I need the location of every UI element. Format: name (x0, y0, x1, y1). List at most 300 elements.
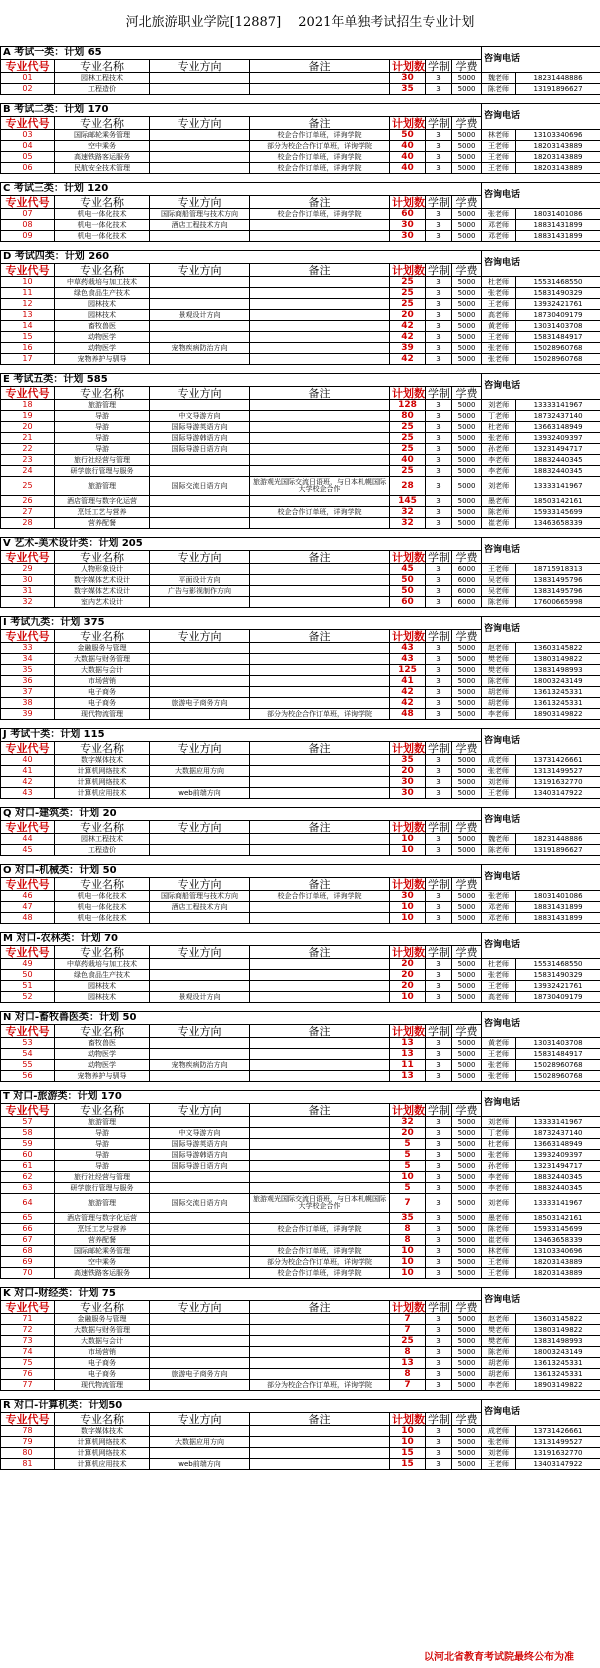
years: 3 (426, 1038, 452, 1049)
plan-count: 25 (390, 422, 426, 433)
years: 3 (426, 992, 452, 1003)
column-header-direction: 专业方向 (150, 630, 250, 643)
contact-name: 樊老师 (482, 654, 516, 665)
contact-phone: 15933145699 (516, 1224, 600, 1235)
contact-name: 丁老师 (482, 411, 516, 422)
major-direction: 广告与影视制作方向 (150, 586, 250, 597)
major-direction: 国际导游英语方向 (150, 1139, 250, 1150)
years: 3 (426, 1183, 452, 1194)
remark (250, 755, 390, 766)
contact-phone: 13403147922 (516, 788, 600, 799)
years: 3 (426, 310, 452, 321)
column-header-years: 学制 (426, 742, 452, 755)
contact-name: 邓老师 (482, 913, 516, 924)
major-code: 01 (1, 73, 55, 84)
table-row (1, 1071, 600, 1082)
years: 3 (426, 1235, 452, 1246)
tuition: 5000 (452, 970, 482, 981)
table-row (1, 902, 600, 913)
years: 3 (426, 1194, 452, 1213)
contact-phone: 18732437140 (516, 411, 600, 422)
years: 3 (426, 564, 452, 575)
major-direction: 平面设计方向 (150, 575, 250, 586)
remark: 部分为校企合作订单班，详询学院 (250, 1257, 390, 1268)
table-row (1, 676, 600, 687)
column-header-remark: 备注 (250, 1104, 390, 1117)
table-row (1, 477, 600, 496)
major-name: 园林工程技术 (55, 834, 150, 845)
section-table (0, 728, 600, 799)
column-header-name: 专业名称 (55, 264, 150, 277)
years: 3 (426, 709, 452, 720)
column-header-fee: 学费 (452, 551, 482, 564)
column-header-direction: 专业方向 (150, 264, 250, 277)
column-header-years: 学制 (426, 387, 452, 400)
plan-count: 32 (390, 507, 426, 518)
column-header-plan: 计划数 (390, 1025, 426, 1038)
major-name: 酒店管理与数字化运营 (55, 1213, 150, 1224)
plan-count: 20 (390, 970, 426, 981)
remark (250, 84, 390, 95)
years: 3 (426, 698, 452, 709)
major-name: 营养配餐 (55, 518, 150, 529)
years: 3 (426, 152, 452, 163)
plan-count: 40 (390, 152, 426, 163)
plan-count: 10 (390, 1257, 426, 1268)
contact-name: 王老师 (482, 1257, 516, 1268)
years: 3 (426, 687, 452, 698)
remark (250, 277, 390, 288)
contact-phone: 13333141967 (516, 1117, 600, 1128)
years: 3 (426, 755, 452, 766)
major-name: 机电一体化技术 (55, 891, 150, 902)
column-header-remark: 备注 (250, 387, 390, 400)
major-code: 17 (1, 354, 55, 365)
years: 3 (426, 665, 452, 676)
table-row (1, 777, 600, 788)
major-name: 动物医学 (55, 343, 150, 354)
plan-count: 8 (390, 1347, 426, 1358)
remark (250, 1183, 390, 1194)
major-code: 13 (1, 310, 55, 321)
contact-name: 吴老师 (482, 586, 516, 597)
major-name: 计算机应用技术 (55, 1459, 150, 1470)
years: 3 (426, 1117, 452, 1128)
column-header-years: 学制 (426, 1301, 452, 1314)
major-direction (150, 141, 250, 152)
plan-count: 43 (390, 654, 426, 665)
years: 3 (426, 1161, 452, 1172)
contact-phone: 13333141967 (516, 477, 600, 496)
remark (250, 1117, 390, 1128)
table-row (1, 1139, 600, 1150)
years: 3 (426, 1060, 452, 1071)
remark (250, 597, 390, 608)
remark (250, 665, 390, 676)
major-direction (150, 332, 250, 343)
table-row (1, 444, 600, 455)
remark (250, 1437, 390, 1448)
contact-phone: 18203143889 (516, 1257, 600, 1268)
plan-count: 7 (390, 1380, 426, 1391)
plan-count: 5 (390, 1139, 426, 1150)
years: 3 (426, 1268, 452, 1279)
plan-count: 42 (390, 332, 426, 343)
major-code: 73 (1, 1336, 55, 1347)
plan-count: 10 (390, 1426, 426, 1437)
major-code: 51 (1, 981, 55, 992)
tuition: 5000 (452, 1161, 482, 1172)
years: 3 (426, 400, 452, 411)
major-direction (150, 1224, 250, 1235)
major-direction (150, 1268, 250, 1279)
major-name: 旅游管理 (55, 477, 150, 496)
column-header-fee: 学费 (452, 630, 482, 643)
column-header-remark: 备注 (250, 946, 390, 959)
plan-tables (0, 46, 600, 1470)
section-title: N 对口-畜牧兽医类：计划 50 (1, 1012, 482, 1025)
plan-count: 30 (390, 788, 426, 799)
column-header-plan: 计划数 (390, 387, 426, 400)
plan-count: 5 (390, 1161, 426, 1172)
major-name: 营养配餐 (55, 1235, 150, 1246)
column-header-plan: 计划数 (390, 117, 426, 130)
major-direction (150, 654, 250, 665)
contact-phone: 18903149822 (516, 709, 600, 720)
column-header-remark: 备注 (250, 630, 390, 643)
contact-phone: 18832440345 (516, 1183, 600, 1194)
column-header-code: 专业代号 (1, 1301, 55, 1314)
remark (250, 845, 390, 856)
column-header-years: 学制 (426, 630, 452, 643)
major-name: 动物医学 (55, 1049, 150, 1060)
column-header-plan: 计划数 (390, 821, 426, 834)
plan-count: 60 (390, 209, 426, 220)
remark (250, 643, 390, 654)
remark (250, 575, 390, 586)
tuition: 5000 (452, 891, 482, 902)
major-code: 74 (1, 1347, 55, 1358)
major-code: 16 (1, 343, 55, 354)
contact-phone: 18003243149 (516, 1347, 600, 1358)
major-code: 77 (1, 1380, 55, 1391)
contact-name: 樊老师 (482, 665, 516, 676)
years: 3 (426, 84, 452, 95)
column-header-remark: 备注 (250, 742, 390, 755)
tuition: 5000 (452, 1128, 482, 1139)
contact-name: 崔老师 (482, 1235, 516, 1246)
major-code: 75 (1, 1358, 55, 1369)
major-code: 49 (1, 959, 55, 970)
major-code: 35 (1, 665, 55, 676)
plan-count: 50 (390, 575, 426, 586)
major-direction: 旅游电子商务方向 (150, 1369, 250, 1380)
major-direction: 国际交流日语方向 (150, 477, 250, 496)
major-code: 67 (1, 1235, 55, 1246)
major-direction (150, 1336, 250, 1347)
contact-name: 墨老师 (482, 496, 516, 507)
column-header-remark: 备注 (250, 264, 390, 277)
tuition: 5000 (452, 902, 482, 913)
contact-phone: 18832440345 (516, 455, 600, 466)
contact-phone: 13613245331 (516, 1358, 600, 1369)
contact-name: 邓老师 (482, 902, 516, 913)
major-direction (150, 1358, 250, 1369)
major-direction (150, 84, 250, 95)
tuition: 5000 (452, 433, 482, 444)
major-direction (150, 277, 250, 288)
plan-count: 35 (390, 755, 426, 766)
major-name: 大数据与会计 (55, 1336, 150, 1347)
major-name: 现代物流管理 (55, 1380, 150, 1391)
table-row (1, 518, 600, 529)
contact-name: 高老师 (482, 310, 516, 321)
major-direction: 大数据应用方向 (150, 766, 250, 777)
plan-count: 10 (390, 1437, 426, 1448)
table-row (1, 709, 600, 720)
years: 3 (426, 1369, 452, 1380)
column-header-direction: 专业方向 (150, 1104, 250, 1117)
tuition: 5000 (452, 141, 482, 152)
contact-name: 王老师 (482, 981, 516, 992)
major-code: 02 (1, 84, 55, 95)
years: 3 (426, 209, 452, 220)
tuition: 5000 (452, 209, 482, 220)
major-direction (150, 496, 250, 507)
major-code: 28 (1, 518, 55, 529)
table-row (1, 1235, 600, 1246)
major-name: 电子商务 (55, 1358, 150, 1369)
column-header-direction: 专业方向 (150, 878, 250, 891)
section-table (0, 373, 600, 529)
major-name: 数字媒体技术 (55, 1426, 150, 1437)
major-name: 民航安全技术管理 (55, 163, 150, 174)
major-code: 23 (1, 455, 55, 466)
plan-count: 50 (390, 586, 426, 597)
column-header-name: 专业名称 (55, 551, 150, 564)
remark (250, 343, 390, 354)
remark (250, 1213, 390, 1224)
contact-header: 咨询电话 (482, 374, 600, 400)
contact-name: 黄老师 (482, 321, 516, 332)
years: 3 (426, 277, 452, 288)
years: 3 (426, 777, 452, 788)
years: 3 (426, 163, 452, 174)
column-header-fee: 学费 (452, 946, 482, 959)
tuition: 5000 (452, 288, 482, 299)
plan-count: 30 (390, 777, 426, 788)
plan-count: 7 (390, 1325, 426, 1336)
major-direction: 国际商船管理与技术方向 (150, 209, 250, 220)
major-code: 22 (1, 444, 55, 455)
major-code: 32 (1, 597, 55, 608)
plan-count: 30 (390, 231, 426, 242)
table-row (1, 586, 600, 597)
remark (250, 1172, 390, 1183)
remark (250, 332, 390, 343)
plan-count: 25 (390, 466, 426, 477)
contact-name: 刘老师 (482, 1194, 516, 1213)
table-row (1, 575, 600, 586)
table-row (1, 698, 600, 709)
section-title: B 考试二类：计划 170 (1, 104, 482, 117)
column-header-years: 学制 (426, 1025, 452, 1038)
years: 3 (426, 288, 452, 299)
contact-name: 杜老师 (482, 959, 516, 970)
major-code: 33 (1, 643, 55, 654)
tuition: 5000 (452, 1172, 482, 1183)
major-code: 04 (1, 141, 55, 152)
tuition: 5000 (452, 1246, 482, 1257)
contact-phone: 13932421761 (516, 299, 600, 310)
major-direction (150, 665, 250, 676)
contact-name: 李老师 (482, 1172, 516, 1183)
tuition: 5000 (452, 1369, 482, 1380)
plan-count: 13 (390, 1049, 426, 1060)
column-header-fee: 学费 (452, 821, 482, 834)
section-table (0, 1090, 600, 1279)
tuition: 5000 (452, 777, 482, 788)
major-code: 79 (1, 1437, 55, 1448)
column-header-name: 专业名称 (55, 1413, 150, 1426)
years: 3 (426, 575, 452, 586)
tuition: 5000 (452, 992, 482, 1003)
major-name: 机电一体化技术 (55, 913, 150, 924)
tuition: 5000 (452, 73, 482, 84)
major-direction (150, 676, 250, 687)
remark (250, 422, 390, 433)
section-table (0, 1011, 600, 1082)
column-header-years: 学制 (426, 946, 452, 959)
table-row (1, 992, 600, 1003)
major-direction (150, 1347, 250, 1358)
plan-count: 40 (390, 163, 426, 174)
major-direction: 景观设计方向 (150, 992, 250, 1003)
contact-name: 张老师 (482, 1150, 516, 1161)
major-direction (150, 1213, 250, 1224)
tuition: 5000 (452, 321, 482, 332)
section-title: T 对口-旅游类：计划 170 (1, 1091, 482, 1104)
column-header-plan: 计划数 (390, 1104, 426, 1117)
major-code: 07 (1, 209, 55, 220)
table-row (1, 433, 600, 444)
years: 3 (426, 141, 452, 152)
tuition: 5000 (452, 1117, 482, 1128)
years: 3 (426, 766, 452, 777)
column-header-name: 专业名称 (55, 946, 150, 959)
years: 3 (426, 1071, 452, 1082)
column-header-plan: 计划数 (390, 264, 426, 277)
contact-phone: 13831498993 (516, 1336, 600, 1347)
years: 3 (426, 1049, 452, 1060)
major-code: 54 (1, 1049, 55, 1060)
plan-count: 10 (390, 834, 426, 845)
contact-phone: 13731426661 (516, 755, 600, 766)
table-row (1, 1246, 600, 1257)
years: 3 (426, 902, 452, 913)
table-row (1, 564, 600, 575)
major-code: 26 (1, 496, 55, 507)
column-header-code: 专业代号 (1, 264, 55, 277)
plan-count: 10 (390, 992, 426, 1003)
major-name: 空中乘务 (55, 1257, 150, 1268)
section-title: Q 对口-建筑类：计划 20 (1, 808, 482, 821)
major-name: 人物形象设计 (55, 564, 150, 575)
column-header-years: 学制 (426, 264, 452, 277)
contact-name: 胡老师 (482, 1358, 516, 1369)
contact-header: 咨询电话 (482, 47, 600, 73)
contact-phone: 18831431899 (516, 902, 600, 913)
tuition: 5000 (452, 354, 482, 365)
major-code: 31 (1, 586, 55, 597)
contact-header: 咨询电话 (482, 183, 600, 209)
major-name: 导游 (55, 1128, 150, 1139)
contact-phone: 13191896627 (516, 845, 600, 856)
tuition: 5000 (452, 84, 482, 95)
column-header-fee: 学费 (452, 1301, 482, 1314)
tuition: 5000 (452, 643, 482, 654)
column-header-remark: 备注 (250, 1025, 390, 1038)
major-code: 72 (1, 1325, 55, 1336)
major-direction (150, 1246, 250, 1257)
major-code: 42 (1, 777, 55, 788)
major-direction (150, 1426, 250, 1437)
tuition: 5000 (452, 834, 482, 845)
column-header-code: 专业代号 (1, 1104, 55, 1117)
years: 3 (426, 1213, 452, 1224)
major-name: 宠物养护与驯导 (55, 354, 150, 365)
column-header-name: 专业名称 (55, 821, 150, 834)
plan-count: 39 (390, 343, 426, 354)
years: 3 (426, 1448, 452, 1459)
table-row (1, 1172, 600, 1183)
major-name: 数字媒体技术 (55, 755, 150, 766)
major-code: 10 (1, 277, 55, 288)
column-header-fee: 学费 (452, 60, 482, 73)
major-name: 动物医学 (55, 332, 150, 343)
contact-name: 杜老师 (482, 1139, 516, 1150)
years: 3 (426, 676, 452, 687)
major-direction (150, 845, 250, 856)
table-row (1, 766, 600, 777)
years: 3 (426, 1325, 452, 1336)
column-header-name: 专业名称 (55, 60, 150, 73)
contact-phone: 13603145822 (516, 1314, 600, 1325)
tuition: 5000 (452, 455, 482, 466)
contact-name: 成老师 (482, 755, 516, 766)
major-direction (150, 321, 250, 332)
contact-phone: 15531468550 (516, 277, 600, 288)
plan-count: 30 (390, 891, 426, 902)
tuition: 5000 (452, 518, 482, 529)
contact-header: 咨询电话 (482, 933, 600, 959)
table-row (1, 299, 600, 310)
remark: 校企合作订单班，详询学院 (250, 1268, 390, 1279)
contact-header: 咨询电话 (482, 104, 600, 130)
major-name: 导游 (55, 1139, 150, 1150)
contact-phone: 15531468550 (516, 959, 600, 970)
column-header-years: 学制 (426, 878, 452, 891)
column-header-years: 学制 (426, 117, 452, 130)
contact-name: 高老师 (482, 992, 516, 1003)
contact-phone: 13803149822 (516, 1325, 600, 1336)
years: 3 (426, 299, 452, 310)
contact-phone: 18730409179 (516, 992, 600, 1003)
major-direction: 国际导游韩语方向 (150, 433, 250, 444)
major-direction (150, 466, 250, 477)
remark (250, 518, 390, 529)
remark: 部分为校企合作订单班，详询学院 (250, 709, 390, 720)
